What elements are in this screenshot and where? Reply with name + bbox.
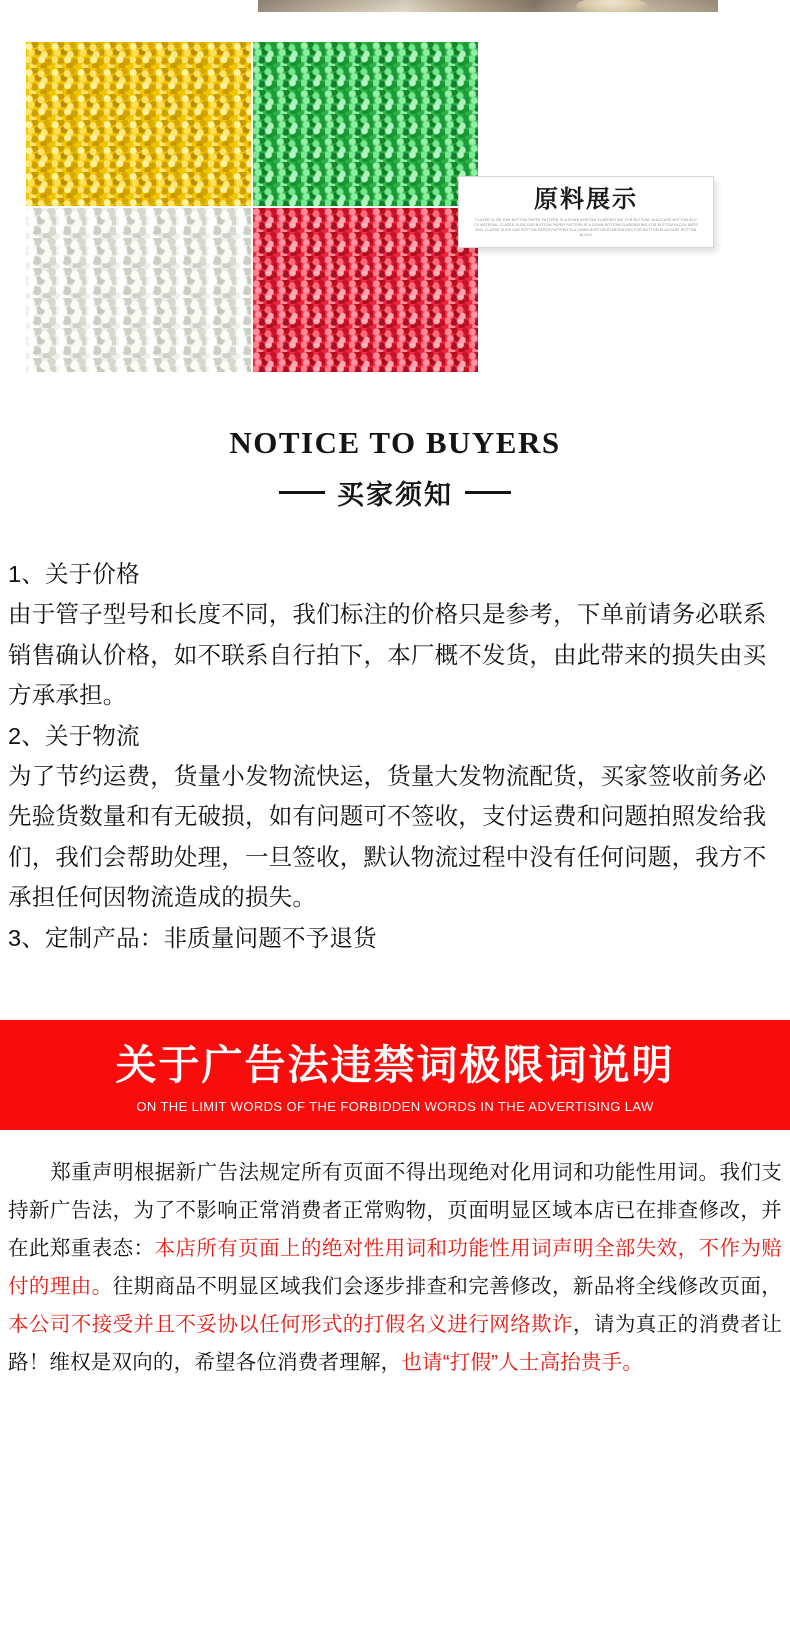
red-granules-icon: [253, 208, 478, 372]
green-granules-icon: [253, 42, 478, 206]
ad-law-banner-title-en: ON THE LIMIT WORDS OF THE FORBIDDEN WORDS IN THE ADVERTISING LAW: [136, 1099, 654, 1115]
notice-item-2-heading: 2、关于物流: [8, 722, 140, 749]
material-caption-subtext: CLASSE SLIDE EAR BOTTOM PAPER PATTERN IS A DOWN BORTOM ELABORATING FOR BOTTOM. BLACCARE BOTTOM BLOCK MATERIAL CLASSE SLIDE EAR BOTTOM PAPER PATTERN IS A DOWN BOTTOM ELABORATING FOR BOTTOM BLOCK MATERIAL CLASSE SLIDE EAR BOTTOM PAPER PATTERN IS A DOWN BORTOM ELABORATING FOR BOTTOM BLACCARE BOTTOM BLOCK: [474, 217, 698, 238]
ad-law-statement: [8, 1154, 782, 1442]
notice-item-1-heading: 1、关于价格: [8, 561, 140, 587]
notice-item-1-body: 由于管子型号和长度不同，我们标注的价格只是参考，下单前请务必联系销售确认价格，如不联系自行拍下，本厂概不发货，由此带来的损失由买方承承担。: [8, 601, 767, 709]
raw-material-showcase: [0, 12, 790, 367]
statement-part-1: 郑重声明根据新广告法规定所有页面不得出现绝对化用词和功能性用词。我们支持新广告法，为了不影响正常消费者正常购物，页面明显区域本店已在排查修改，并在此郑重表态：: [8, 1161, 782, 1261]
yellow-granules-icon: [26, 42, 251, 206]
statement-part-4-highlight: 本公司不接受并且不妥协以任何形式的打假名义进行网络欺诈: [8, 1312, 573, 1336]
material-cell-white: [26, 208, 251, 372]
statement-part-2-highlight: 本店所有页面上的绝对性用词和功能性用词声明全部失效，不作为赔付的理由。: [8, 1237, 783, 1298]
white-granules-icon: [26, 208, 251, 372]
notice-to-buyers-section: [0, 367, 790, 958]
ad-law-banner-title-cn: 关于广告法违禁词极限词说明: [115, 1042, 675, 1089]
statement-part-3: 往期商品不明显区域我们会逐步排查和完善修改，新品将全线修改页面，: [112, 1274, 782, 1298]
ad-law-banner: [0, 1020, 790, 1130]
notice-title-en: NOTICE TO BUYERS: [229, 425, 561, 460]
statement-part-5: ，请为真正的消费者让路！维权是双向的，希望各位消费者理解，: [8, 1312, 782, 1374]
divider-left: [279, 491, 325, 494]
notice-header: [0, 425, 790, 512]
notice-title-cn-wrap: [0, 473, 790, 512]
notice-title-cn: 买家须知: [337, 480, 453, 510]
material-cell-yellow: [26, 42, 251, 206]
material-photo-grid: [26, 42, 478, 372]
divider-right: [465, 491, 511, 494]
material-caption-plate: [458, 176, 714, 248]
product-photo-cropped: [258, 0, 718, 12]
notice-item-2-body: 为了节约运费，货量小发物流快运，货量大发物流配货，买家签收前务必先验货数量和有无破损，如有问题可不签收，支付运费和问题拍照发给我们，我们会帮助处理，一旦签收，默认物流过程中没有任何问题，我方不承担任何因物流造成的损失。: [8, 763, 767, 911]
statement-part-6-highlight: 也请“打假”人士高抬贵手。: [401, 1350, 644, 1374]
bowl-shape: [576, 0, 648, 12]
material-cell-red: [253, 208, 478, 372]
top-photo-strip: [0, 0, 790, 12]
notice-item-3-heading: 3、定制产品：非质量问题不予退货: [8, 924, 377, 951]
material-cell-green: [253, 42, 478, 206]
notice-body: [8, 554, 782, 958]
material-caption-title: 原料展示: [534, 184, 638, 213]
